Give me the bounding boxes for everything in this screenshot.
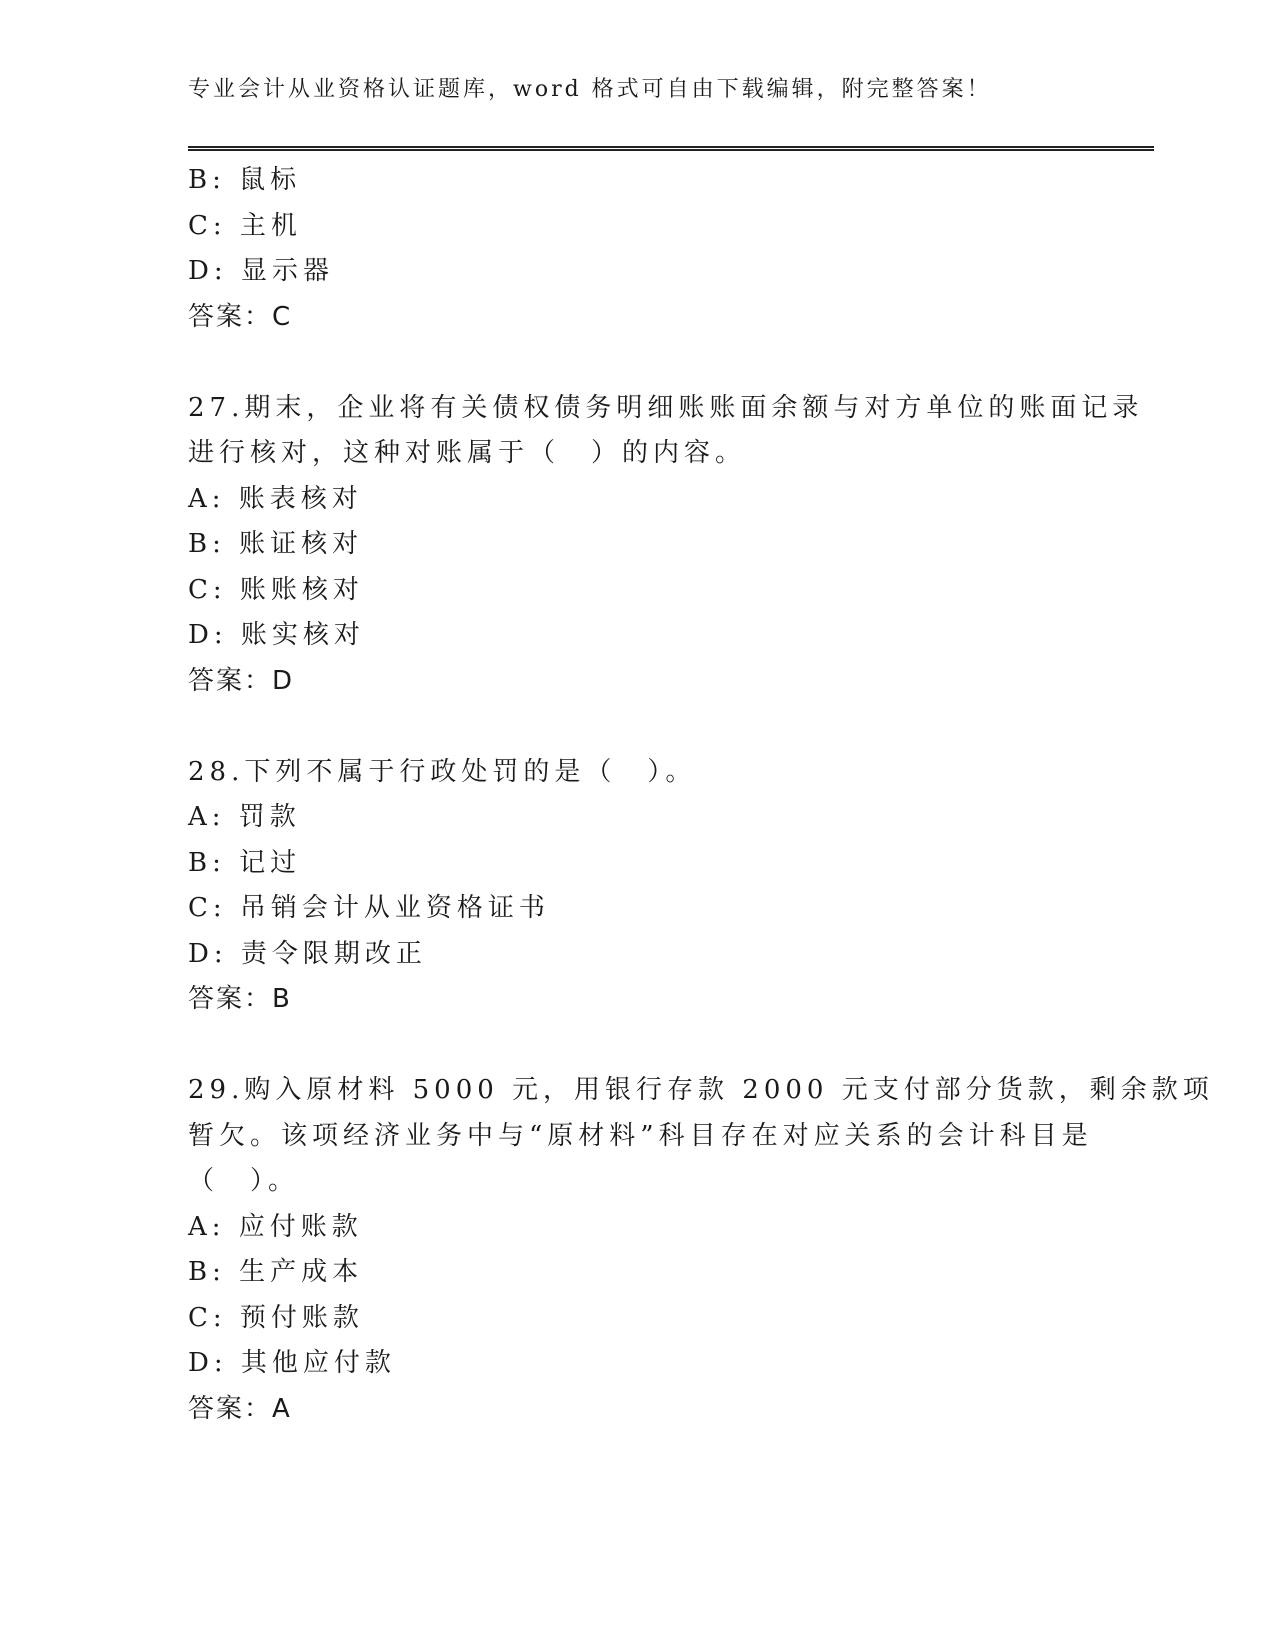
spacer <box>188 704 1078 750</box>
option-b: B: 账证核对 <box>188 529 364 559</box>
header-divider <box>188 146 1154 151</box>
question-list <box>188 158 1214 1432</box>
question-28 <box>188 750 1078 1023</box>
answer-line: 答案：A <box>188 1393 292 1424</box>
question-27 <box>188 386 1144 705</box>
question-text: 进行核对，这种对账属于（ ）的内容。 <box>188 438 747 468</box>
question-29 <box>188 1068 1214 1432</box>
option-d: D: 责令限期改正 <box>188 938 427 969</box>
option-d: D: 显示器 <box>188 256 334 286</box>
option-c: C: 账账核对 <box>188 574 364 605</box>
question-text: 暂欠。该项经济业务中与“原材料”科目存在对应关系的会计科目是 <box>188 1120 1093 1151</box>
option-c: C: 预付账款 <box>188 1302 364 1333</box>
answer-line: 答案：B <box>188 984 292 1014</box>
option-d: D: 账实核对 <box>188 620 365 650</box>
spacer <box>188 340 1078 386</box>
question-continued <box>188 158 1078 340</box>
spacer <box>188 1023 1078 1069</box>
answer-line: 答案：D <box>188 665 295 696</box>
option-b: B: 生产成本 <box>188 1257 364 1287</box>
option-a: A: 应付账款 <box>188 1211 363 1242</box>
option-c: C: 吊销会计从业资格证书 <box>188 893 550 923</box>
page-header: 专业会计从业资格认证题库，word 格式可自由下载编辑，附完整答案！ <box>188 77 992 102</box>
option-a: A: 罚款 <box>188 802 301 832</box>
option-c: C: 主机 <box>188 210 302 241</box>
option-d: D: 其他应付款 <box>188 1348 396 1378</box>
option-b: B: 鼠标 <box>188 165 302 195</box>
question-text: 29.购入原材料 5000 元，用银行存款 2000 元支付部分货款，剩余款项 <box>188 1075 1214 1105</box>
option-b: B: 记过 <box>188 847 302 878</box>
question-text: （ ）。 <box>188 1166 300 1196</box>
question-text: 28.下列不属于行政处罚的是（ ）。 <box>188 756 697 787</box>
option-a: A: 账表核对 <box>188 483 363 514</box>
answer-line: 答案：C <box>188 301 293 332</box>
question-text: 27.期末，企业将有关债权债务明细账账面余额与对方单位的账面记录 <box>188 392 1144 423</box>
